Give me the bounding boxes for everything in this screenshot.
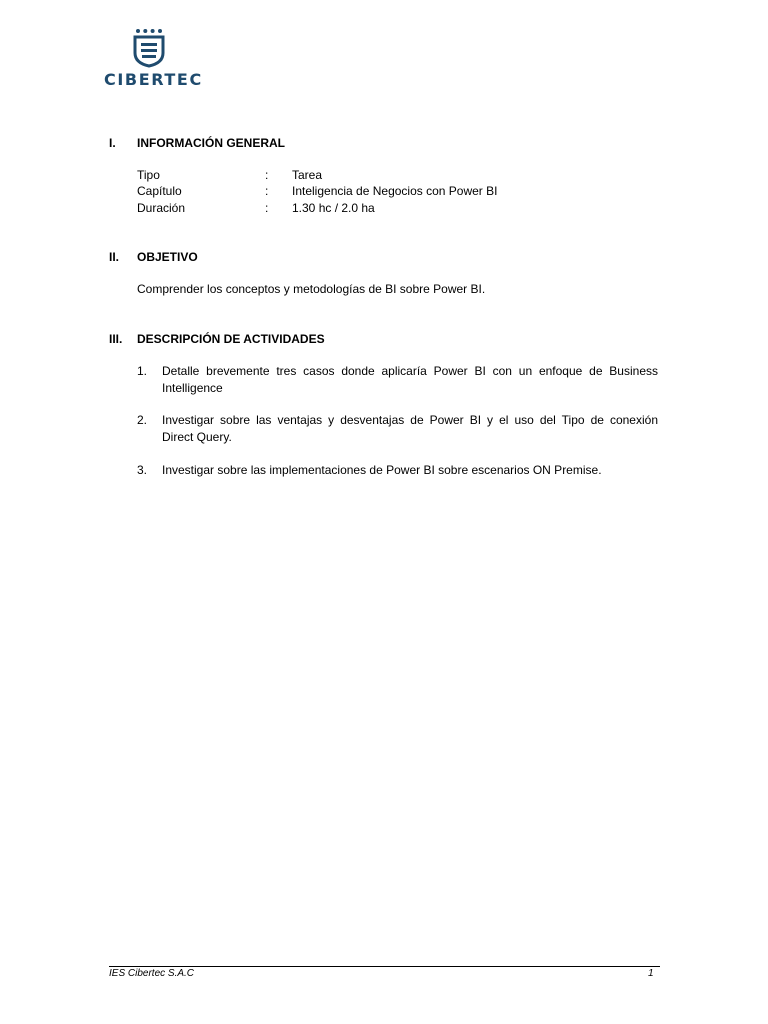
info-value: Tarea — [292, 168, 323, 182]
section-title: OBJETIVO — [137, 250, 198, 264]
activity-item-1 — [137, 363, 658, 397]
activity-item-3 — [137, 462, 658, 479]
footer-page-number: 1 — [648, 968, 654, 979]
activity-text-line-2: Intelligence — [162, 381, 223, 395]
section-heading-actividades — [109, 332, 325, 346]
info-label: Capítulo — [137, 184, 182, 198]
cibertec-shield-icon — [133, 28, 167, 68]
activity-text-line-1: Detalle brevemente tres casos donde aplicaría Power BI con un enfoque de Business — [162, 364, 658, 378]
section-title: INFORMACIÓN GENERAL — [137, 136, 285, 150]
activity-text-line-1: Investigar sobre las implementaciones de Power BI sobre escenarios ON Premise. — [162, 463, 602, 477]
info-separator: : — [265, 201, 269, 215]
section-title: DESCRIPCIÓN DE ACTIVIDADES — [137, 332, 325, 346]
activity-number: 2. — [137, 413, 148, 427]
info-value: 1.30 hc / 2.0 ha — [292, 201, 375, 215]
brand-name: CIBERTEC — [104, 70, 203, 89]
activity-text-line-2: Direct Query. — [162, 430, 232, 444]
activity-number: 1. — [137, 364, 148, 378]
section-heading-informacion-general — [109, 136, 285, 150]
section-number: III. — [109, 332, 123, 346]
info-label: Duración — [137, 201, 186, 215]
info-separator: : — [265, 184, 269, 198]
section-number: I. — [109, 136, 116, 150]
section-heading-objetivo — [109, 250, 198, 264]
objective-text: Comprender los conceptos y metodologías de BI sobre Power BI. — [137, 282, 486, 296]
activity-text-line-1: Investigar sobre las ventajas y desventajas de Power BI y el uso del Tipo de conexión — [162, 413, 658, 427]
footer-divider — [109, 966, 660, 967]
info-label: Tipo — [137, 168, 160, 182]
section-number: II. — [109, 250, 120, 264]
info-value: Inteligencia de Negocios con Power BI — [292, 184, 498, 198]
cibertec-logo — [100, 28, 203, 90]
info-separator: : — [265, 168, 269, 182]
activity-number: 3. — [137, 463, 148, 477]
footer-company: IES Cibertec S.A.C — [109, 968, 195, 979]
activity-item-2 — [137, 412, 658, 446]
